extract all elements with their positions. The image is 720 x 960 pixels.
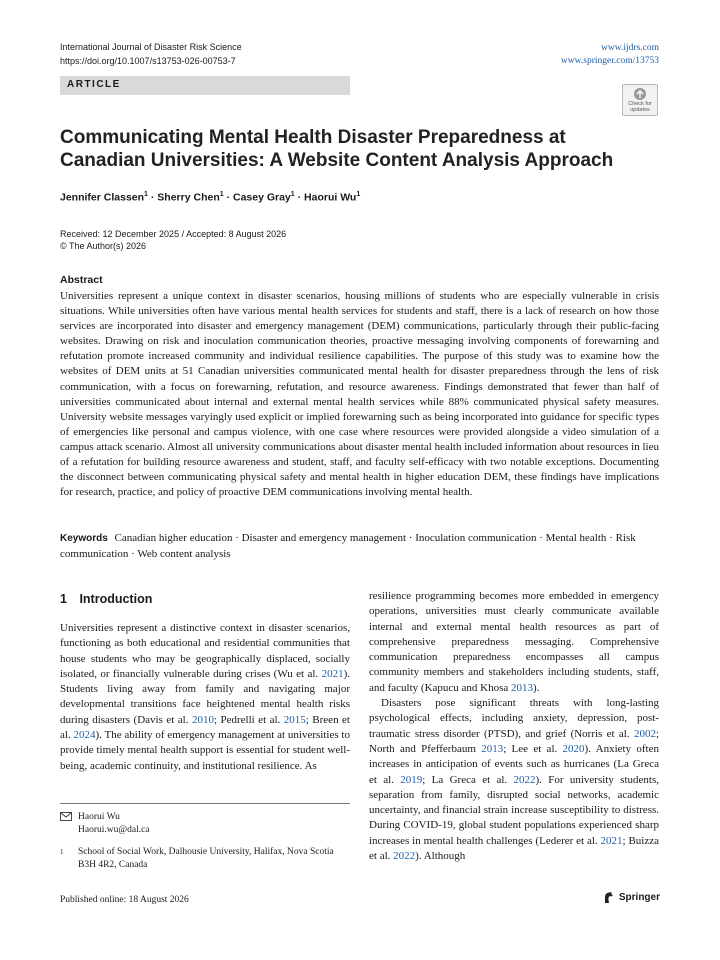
- author-separator: ·: [223, 191, 233, 204]
- body-text: ; Breen et al.: [60, 713, 350, 742]
- section-number: 1: [60, 592, 67, 606]
- citation-link[interactable]: 2002: [633, 727, 656, 740]
- article-dates: [60, 228, 286, 252]
- author-affiliation-sup: 1: [290, 191, 295, 198]
- citation-link[interactable]: 2024: [73, 729, 96, 742]
- corresponding-author: [60, 811, 150, 837]
- received-accepted: Received: 12 December 2025 / Accepted: 8 August 2026: [60, 229, 287, 239]
- body-text: ; Buizza et al.: [369, 834, 659, 863]
- intro-paragraph-left: [60, 621, 350, 774]
- doi-link[interactable]: https://doi.org/10.1007/s13753-026-00753-7: [60, 56, 236, 66]
- footnote-divider: [60, 803, 350, 804]
- body-text: ; Pedrelli et al.: [213, 713, 284, 726]
- keywords-block: [60, 531, 659, 562]
- body-text: ; Lee et al.: [503, 742, 563, 755]
- citation-link[interactable]: 2022: [513, 773, 536, 786]
- envelope-icon: [60, 812, 72, 821]
- abstract-text: Universities represent a unique context in disaster scenarios, housing millions of students who are especially vulnerable in crisis situations. While universities often have various mental health services for students and staff, there is a lack of research on how those services are incorporated into disaster and emergency management (DEM) communications, particularly through their public-facing websites. Drawing on risk and inoculation communication theories, proactive messaging involving components of forewarning and refutation promote increased community and individual resilience capabilities. The purpose of this study was to examine how the websites of DEM units at 51 Canadian universities communicated mental health for disaster preparedness through the lens of risk communication, with a focus on forewarning, refutation, and resource awareness. Findings demonstrated that fewer than half of universities communicated about internal and external mental health services while 88% communicated physical safety measures. University website messages varyingly used explicit or implied forewarning such as being incorporated into guidance for specific types of emergencies like personal and campus violence, with one case where resources were provided alongside a video simulation of a campus attack scenario. Almost all university communications about disaster mental health included information about resources in lieu of a refutation for building resource awareness and student, staff, and faculty self-efficacy with two notable exceptions. Documenting the disconnect between communicating physical safety and mental health in higher education DEM, these findings have implications for research, practice, and policy of proactive DEM communications involving mental health.: [60, 290, 659, 499]
- body-text: ). Although: [415, 850, 466, 863]
- body-text: Universities represent a distinctive context in disaster scenarios, functioning as both educational and residential communities that house students who may be geographically displaced, socially isolated, or financially vulnerable during crises (: [60, 622, 350, 680]
- citation-link[interactable]: 2015: [283, 713, 306, 726]
- affiliation-text: School of Social Work, Dalhousie University, Halifax, Nova Scotia B3H 4R2, Canada: [78, 847, 334, 870]
- article-type-bar: ARTICLE: [60, 76, 350, 95]
- author-name[interactable]: Haorui Wu: [304, 191, 357, 204]
- section-title: Introduction: [79, 592, 153, 606]
- intro-paragraph-right-2: [369, 696, 659, 864]
- citation-link[interactable]: 2022: [393, 850, 416, 863]
- check-updates-line1: Check for: [628, 101, 652, 107]
- affiliation-footnote: [60, 846, 350, 872]
- section-heading: [60, 592, 152, 606]
- author-affiliation-sup: 1: [144, 191, 148, 198]
- affiliation-number: 1: [60, 848, 64, 856]
- author-name[interactable]: Sherry Chen: [157, 191, 220, 204]
- author-name[interactable]: Jennifer Classen: [60, 191, 145, 204]
- publisher-name: Springer: [618, 892, 660, 903]
- body-text: ). For university students, separation from family, disrupted social networks, academic uncertainty, and financial strain increase susceptibility to distress. During COVID-19, global student populations experienced sharp increases in mental health challenges (Lederer et al.: [369, 773, 659, 847]
- citation-link[interactable]: 2020: [562, 742, 585, 755]
- body-text: ). Students living away from family and navigating major developmental transitions face heightened mental health risks during disasters (Davis et al.: [60, 667, 350, 726]
- citation-link[interactable]: 2013: [511, 681, 534, 694]
- contact-email[interactable]: Haorui.wu@dal.ca: [78, 825, 150, 835]
- journal-name: International Journal of Disaster Risk Science: [60, 42, 242, 52]
- author-affiliation-sup: 1: [356, 191, 361, 198]
- citation-link[interactable]: 2021: [321, 667, 344, 680]
- site-link-ijdrs[interactable]: www.ijdrs.com: [601, 43, 659, 53]
- author-list: [60, 191, 360, 204]
- author-affiliation-sup: 1: [219, 191, 224, 198]
- check-for-updates-badge[interactable]: [622, 84, 658, 116]
- body-text: ). The ability of emergency management at universities to provide timely mental health support is essential for student well-being, academic continuity, and institutional resilience. As: [60, 729, 350, 772]
- abstract-heading: Abstract: [60, 274, 103, 286]
- keywords-label: Keywords: [60, 533, 108, 544]
- check-updates-icon: [632, 87, 648, 101]
- paper-title: Communicating Mental Health Disaster Preparedness at Canadian Universities: A Website Content Analysis Approach: [60, 127, 614, 171]
- body-text: Disasters pose significant threats with long-lasting psychological effects, including anxiety, depression, post-traumatic stress disorder (PTSD), and grief (Norris et al.: [369, 697, 659, 740]
- body-text: ). Anxiety often increases in anticipation of events such as hurricanes (La Greca et al.: [369, 742, 659, 786]
- body-text: ).: [533, 681, 540, 694]
- springer-logo: [602, 891, 660, 904]
- keywords-text: Canadian higher education · Disaster and emergency management · Inoculation communication · Mental health · Risk communication · Web content analysis: [60, 532, 636, 560]
- body-text: ; North and Pfefferbaum: [369, 727, 659, 755]
- body-text: ; La Greca et al.: [422, 773, 514, 786]
- citation-link[interactable]: 2010: [191, 713, 214, 726]
- citation-link[interactable]: 2019: [400, 773, 423, 786]
- intro-paragraph-right-1: [369, 589, 659, 696]
- author-separator: ·: [294, 191, 305, 204]
- citation-link[interactable]: 2021: [600, 834, 623, 847]
- body-text: Wu et al.: [277, 667, 322, 680]
- springer-horse-icon: [602, 891, 615, 904]
- journal-header: [60, 40, 242, 68]
- intro-column-right: [369, 589, 659, 864]
- author-name[interactable]: Casey Gray: [232, 191, 291, 204]
- author-separator: ·: [147, 191, 158, 204]
- body-text: resilience programming becomes more embedded in emergency operations, universities must clearly communicate available internal and external mental health resources as part of comprehensive preparedness messaging. Comprehensive communication preparedness encompasses all campus community members and stakeholders including students, staff, and faculty (Kapucu and Khosa: [369, 590, 659, 694]
- contact-name: Haorui Wu: [78, 812, 120, 822]
- check-updates-line2: updates: [630, 107, 650, 113]
- site-link-springer[interactable]: www.springer.com/13753: [560, 56, 659, 66]
- journal-sites: [561, 42, 659, 68]
- published-date: Published online: 18 August 2026: [60, 895, 189, 905]
- citation-link[interactable]: 2013: [481, 742, 504, 755]
- license-line: © The Author(s) 2026: [60, 241, 147, 251]
